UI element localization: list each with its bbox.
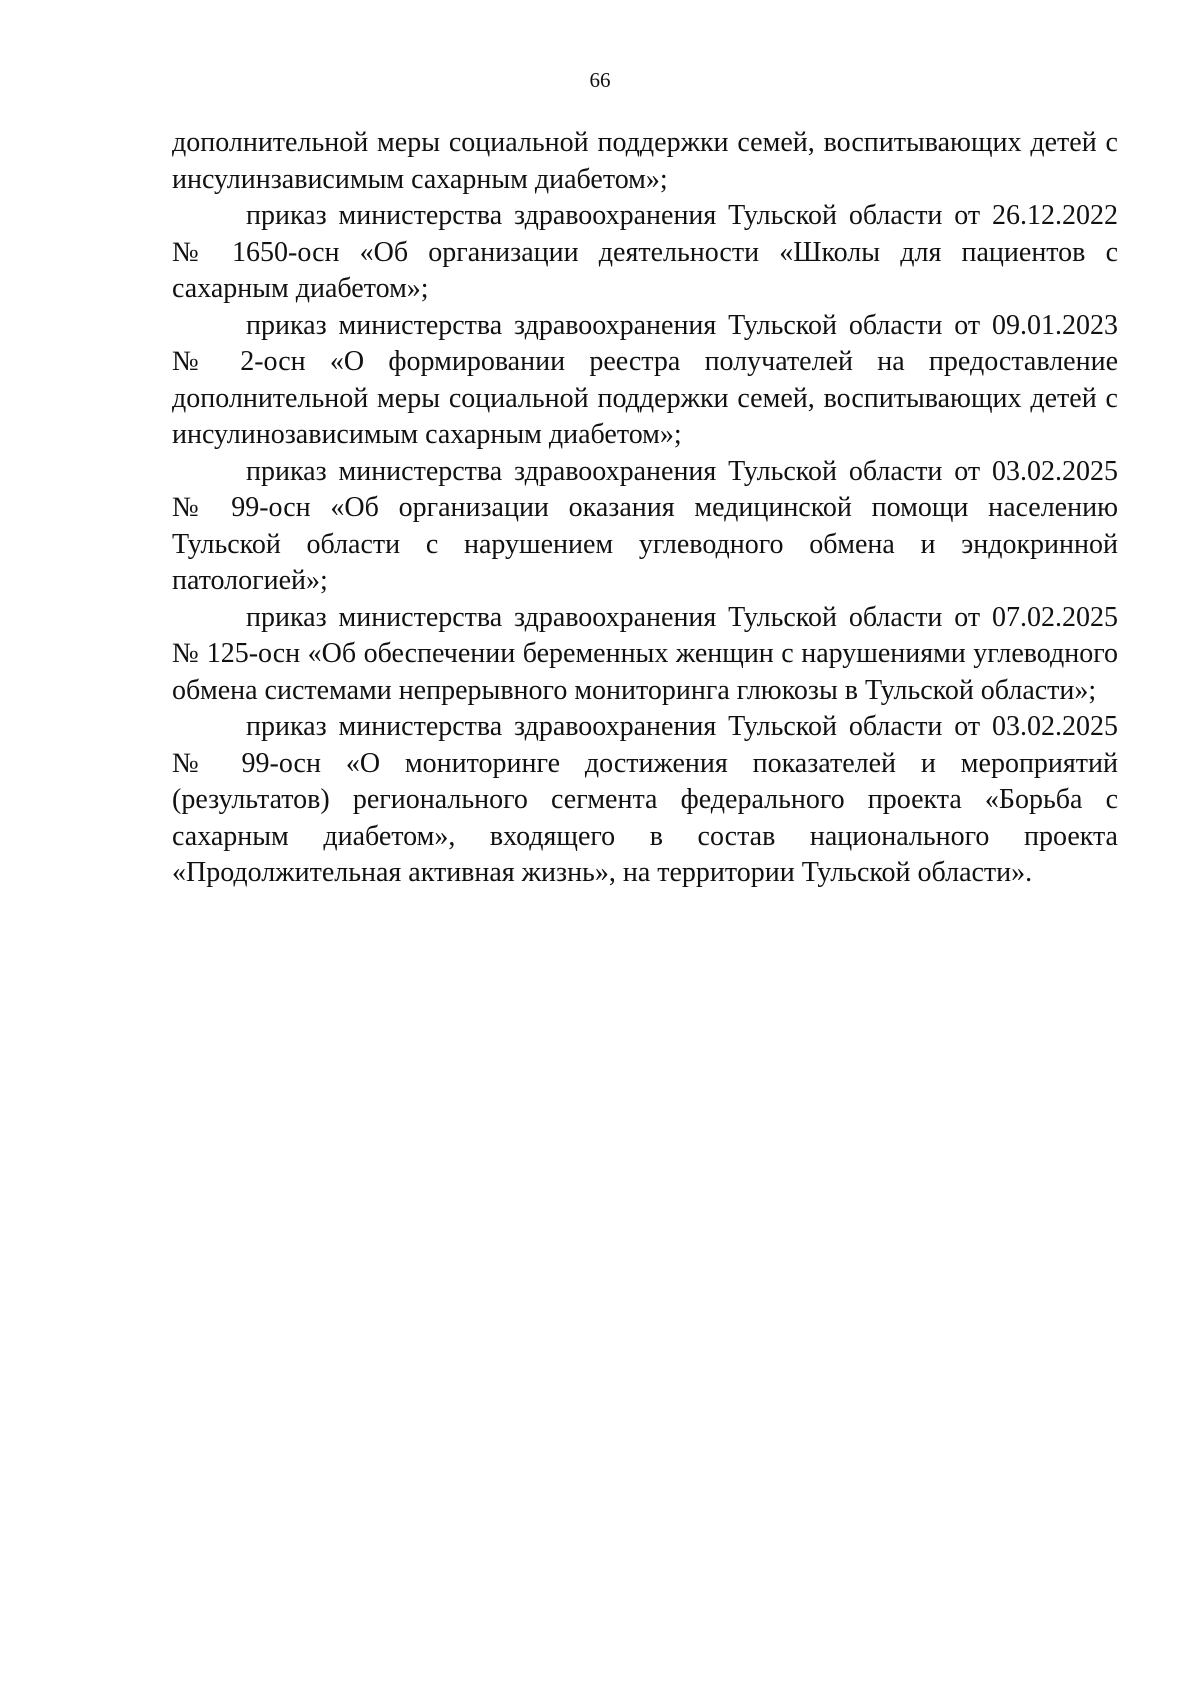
paragraph-order-99-monitoring: приказ министерства здравоохранения Тульской области от 03.02.2025 № 99-осн «О мониторинге достижения показателей и мероприятий (результатов) регионального сегмента федерального проекта «Борьба с сахарным диабетом», входящего в состав национального проекта «Продолжительная активная жизнь», на территории Тульской области». [172,711,1118,888]
page-number: 66 [589,68,611,92]
paragraph-order-2: приказ министерства здравоохранения Тульской области от 09.01.2023 № 2-осн «О формировании реестра получателей на предоставление дополнительной меры социальной поддержки семей, воспитывающих детей с инсулинозависимым сахарным диабетом»; [172,309,1118,450]
paragraph-continuation: дополнительной меры социальной поддержки семей, воспитывающих детей с инсулинзависимым сахарным диабетом»; [172,127,1118,195]
paragraph-order-125: приказ министерства здравоохранения Тульской области от 07.02.2025 № 125-осн «Об обеспечении беременных женщин с нарушениями углеводного обмена системами непрерывного мониторинга глюкозы в Тульской области»; [172,601,1118,706]
document-body [172,125,1118,892]
paragraph-order-99-medical-care: приказ министерства здравоохранения Тульской области от 03.02.2025 № 99-осн «Об организации оказания медицинской помощи населению Тульской области с нарушением углеводного обмена и эндокринной патологией»; [172,455,1118,596]
paragraph-order-1650: приказ министерства здравоохранения Тульской области от 26.12.2022 № 1650-осн «Об организации деятельности «Школы для пациентов с сахарным диабетом»; [172,200,1118,304]
